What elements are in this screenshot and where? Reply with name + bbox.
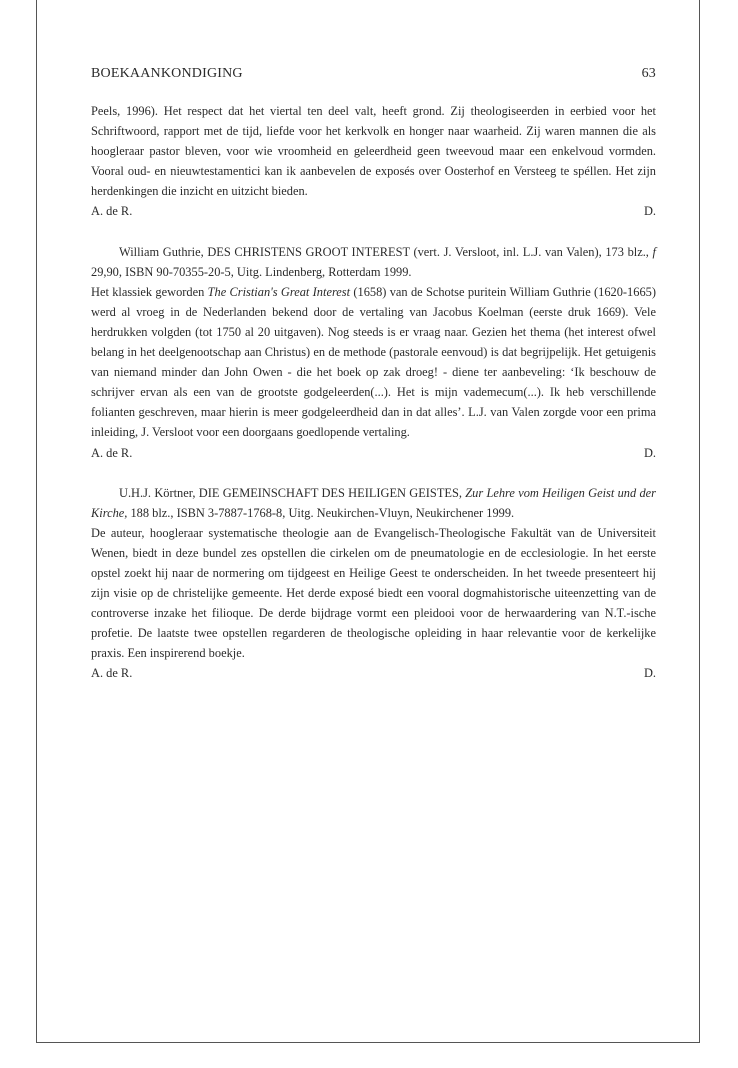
review-3-signature: [91, 663, 656, 683]
reviewer-initials: A. de R.: [91, 666, 133, 681]
review-3-body: De auteur, hoogleraar systematische theologie aan de Evangelisch-Theologische Fakultät van de Universiteit Wenen, biedt in deze bundel zes opstellen die cirkelen om de pneumatologie en de ecclesiologie. In het eerste opstel zoekt hij naar de normering om tijdgeest en Heilige Geest te onderscheiden. In het tweede presenteert hij zijn visie op de christelijke gemeente. Het derde exposé biedt een vooral dogmahistorische uiteenzetting van de controverse inzake het filioque. De derde bijdrage vormt een pleidooi voor de herwaardering van N.T.-ische profetie. De laatste twee opstellen regarderen de theologische opleiding in haar relevantie voor de kerkelijke praxis. Een inspirerend boekje.: [91, 525, 656, 661]
page-border-right: [699, 0, 700, 1042]
book-title: The Cristian's Great Interest: [207, 284, 351, 299]
reviewer-mark: D.: [643, 445, 656, 460]
review-1-signature: [91, 201, 656, 221]
citation-text-end: 188 blz., ISBN 3-7887-1768-8, Uitg. Neukirchen-Vluyn, Neukirchener 1999.: [127, 505, 515, 520]
body-text-start: Het klassiek geworden: [91, 284, 208, 299]
page-border-left: [36, 0, 37, 1042]
review-3-citation: [91, 483, 656, 523]
review-3: [91, 483, 656, 684]
citation-text: William Guthrie, DES CHRISTENS GROOT INTEREST (vert. J. Versloot, inl. L.J. van Valen), 173 blz.,: [119, 244, 653, 259]
page-number: 63: [641, 66, 656, 81]
page-border-bottom: [36, 1042, 700, 1043]
page-content: [91, 101, 656, 684]
body-text-end: (1658) van de Schotse puritein William Guthrie (1620-1665) werd al vroeg in de Nederlanden bekend door de vertaling van Jacobus Koelman (eerste druk 1669). Vele herdrukken volgden (tot 1750 al 20 uitgaven). Nog steeds is er vraag naar. Gezien het thema (het interest ofwel belang in het deelgenootschap aan Christus) en de methode (pastorale eenvoud) is dat begrijpelijk. Het getuigenis van niemand minder dan John Owen - die het boek op zak droeg! - diene ter aanbeveling: ‘Ik beschouw de schrijver ervan als een van de grootste godgeleerden(...). Het is mijn vademecum(...). Ik heb verschillende folianten geschreven, maar hierin is meer godgeleerdheid dan in dat alles’. L.J. van Valen zorgde voor een prima inleiding, J. Versloot voor een doorgaans goedlopende vertaling.: [91, 284, 656, 440]
reviewer-mark: D.: [643, 204, 656, 219]
review-2-body: [91, 282, 656, 443]
reviewer-initials: A. de R.: [91, 445, 133, 460]
currency-symbol: f: [652, 244, 656, 259]
citation-text: U.H.J. Körtner, DIE GEMEINSCHAFT DES HEILIGEN GEISTES,: [119, 485, 466, 500]
review-2: [91, 242, 656, 463]
book-subtitle: Zur Lehre vom Heiligen Geist und der Kirche,: [91, 485, 656, 520]
reviewer-initials: A. de R.: [91, 204, 133, 219]
review-1: [91, 101, 656, 222]
review-1-body: Peels, 1996). Het respect dat het viertal ten deel valt, heeft grond. Zij theologiseerden in eerbied voor het Schriftwoord, rapport met de tijd, liefde voor het kerkvolk en honger naar waarheid. Zij waren mannen die als hoogleraar pastor bleven, voor wie vroomheid en geleerdheid geen tweevoud maar een enkelvoud vormden. Vooral oud- en nieuwtestamentici kan ik aanbevelen de exposés over Oosterhof en Versteeg te spéllen. Het zijn herdenkingen die inzicht en uitzicht bieden.: [91, 104, 656, 199]
review-2-citation: [91, 242, 656, 282]
header-title: BOEKAANKONDIGING: [91, 66, 243, 81]
citation-text-end: 29,90, ISBN 90-70355-20-5, Uitg. Lindenberg, Rotterdam 1999.: [91, 264, 412, 279]
review-2-signature: [91, 443, 656, 463]
reviewer-mark: D.: [643, 666, 656, 681]
